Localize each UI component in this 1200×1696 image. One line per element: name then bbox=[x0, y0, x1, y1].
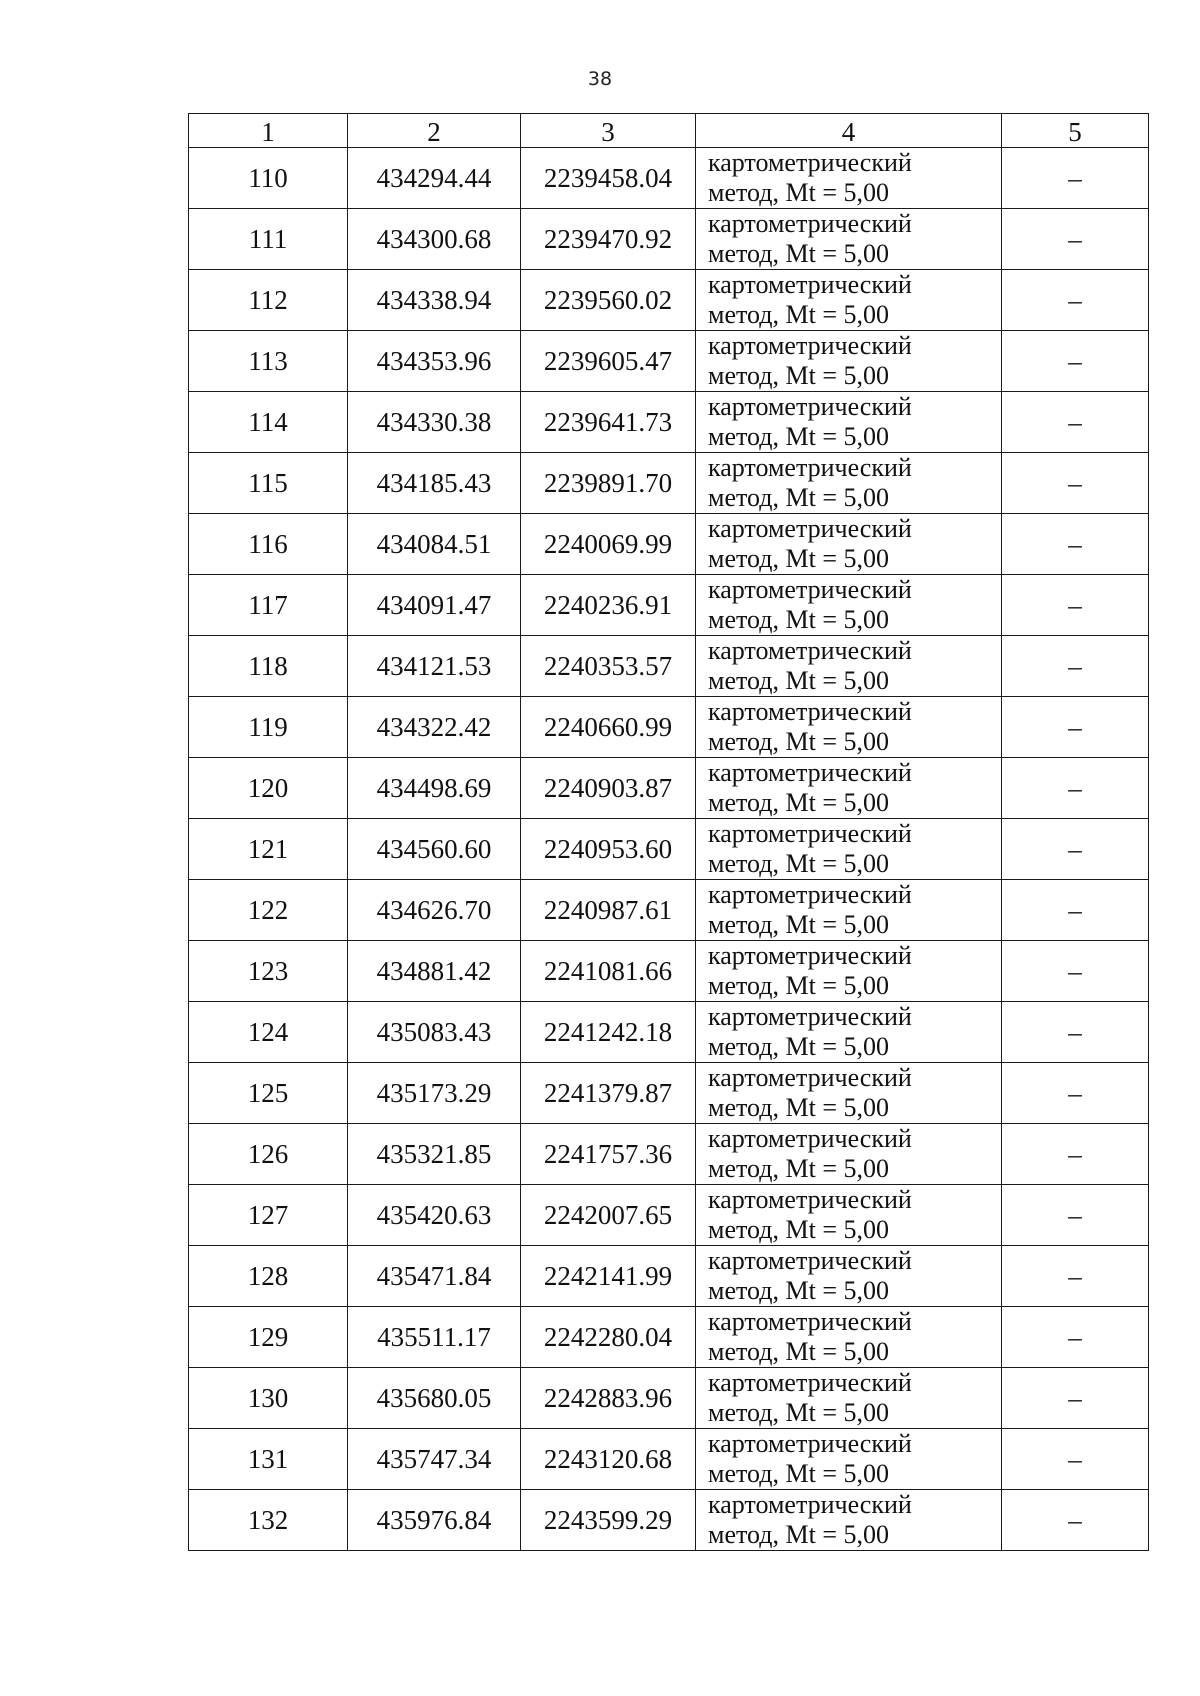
y-coordinate-cell: 2242883.96 bbox=[521, 1368, 696, 1429]
method-line-2: метод, Mt = 5,00 bbox=[708, 971, 889, 1000]
column-5-cell: – bbox=[1002, 270, 1149, 331]
y-coordinate-cell: 2243120.68 bbox=[521, 1429, 696, 1490]
table-row bbox=[189, 270, 1149, 331]
column-5-cell: – bbox=[1002, 1185, 1149, 1246]
point-number-cell: 125 bbox=[189, 1063, 348, 1124]
column-5-cell: – bbox=[1002, 1490, 1149, 1551]
method-cell bbox=[696, 1185, 1002, 1246]
method-line-1: картометрический bbox=[708, 1063, 912, 1092]
method-line-1: картометрический bbox=[708, 148, 912, 177]
method-line-2: метод, Mt = 5,00 bbox=[708, 1154, 889, 1183]
x-coordinate-cell: 434294.44 bbox=[348, 148, 521, 209]
method-cell bbox=[696, 1490, 1002, 1551]
method-line-1: картометрический bbox=[708, 636, 912, 665]
point-number-cell: 119 bbox=[189, 697, 348, 758]
method-line-1: картометрический bbox=[708, 1490, 912, 1519]
column-5-cell: – bbox=[1002, 1368, 1149, 1429]
x-coordinate-cell: 434338.94 bbox=[348, 270, 521, 331]
point-number-cell: 123 bbox=[189, 941, 348, 1002]
method-line-2: метод, Mt = 5,00 bbox=[708, 422, 889, 451]
method-cell bbox=[696, 209, 1002, 270]
method-cell bbox=[696, 1063, 1002, 1124]
y-coordinate-cell: 2242141.99 bbox=[521, 1246, 696, 1307]
x-coordinate-cell: 434084.51 bbox=[348, 514, 521, 575]
method-line-1: картометрический bbox=[708, 697, 912, 726]
x-coordinate-cell: 435420.63 bbox=[348, 1185, 521, 1246]
method-line-2: метод, Mt = 5,00 bbox=[708, 1398, 889, 1427]
method-line-1: картометрический bbox=[708, 1429, 912, 1458]
y-coordinate-cell: 2239641.73 bbox=[521, 392, 696, 453]
table-row bbox=[189, 636, 1149, 697]
method-line-1: картометрический bbox=[708, 758, 912, 787]
y-coordinate-cell: 2243599.29 bbox=[521, 1490, 696, 1551]
y-coordinate-cell: 2242280.04 bbox=[521, 1307, 696, 1368]
y-coordinate-cell: 2240353.57 bbox=[521, 636, 696, 697]
y-coordinate-cell: 2240236.91 bbox=[521, 575, 696, 636]
y-coordinate-cell: 2242007.65 bbox=[521, 1185, 696, 1246]
y-coordinate-cell: 2239458.04 bbox=[521, 148, 696, 209]
method-line-2: метод, Mt = 5,00 bbox=[708, 483, 889, 512]
x-coordinate-cell: 435680.05 bbox=[348, 1368, 521, 1429]
point-number-cell: 132 bbox=[189, 1490, 348, 1551]
method-line-2: метод, Mt = 5,00 bbox=[708, 178, 889, 207]
x-coordinate-cell: 434330.38 bbox=[348, 392, 521, 453]
x-coordinate-cell: 434091.47 bbox=[348, 575, 521, 636]
table-row bbox=[189, 758, 1149, 819]
column-5-cell: – bbox=[1002, 697, 1149, 758]
page-number: 38 bbox=[587, 68, 613, 90]
method-line-1: картометрический bbox=[708, 270, 912, 299]
column-5-cell: – bbox=[1002, 1063, 1149, 1124]
method-cell bbox=[696, 880, 1002, 941]
column-header-1: 1 bbox=[189, 114, 348, 148]
point-number-cell: 118 bbox=[189, 636, 348, 697]
method-line-1: картометрический bbox=[708, 1185, 912, 1214]
table-body bbox=[189, 148, 1149, 1551]
y-coordinate-cell: 2239605.47 bbox=[521, 331, 696, 392]
x-coordinate-cell: 434185.43 bbox=[348, 453, 521, 514]
y-coordinate-cell: 2240903.87 bbox=[521, 758, 696, 819]
table-row bbox=[189, 880, 1149, 941]
x-coordinate-cell: 435321.85 bbox=[348, 1124, 521, 1185]
method-line-2: метод, Mt = 5,00 bbox=[708, 361, 889, 390]
column-5-cell: – bbox=[1002, 819, 1149, 880]
point-number-cell: 113 bbox=[189, 331, 348, 392]
table-row bbox=[189, 209, 1149, 270]
point-number-cell: 128 bbox=[189, 1246, 348, 1307]
column-header-2: 2 bbox=[348, 114, 521, 148]
method-line-1: картометрический bbox=[708, 1124, 912, 1153]
method-line-2: метод, Mt = 5,00 bbox=[708, 788, 889, 817]
method-line-2: метод, Mt = 5,00 bbox=[708, 544, 889, 573]
method-cell bbox=[696, 1246, 1002, 1307]
y-coordinate-cell: 2239470.92 bbox=[521, 209, 696, 270]
table-row bbox=[189, 1429, 1149, 1490]
x-coordinate-cell: 435511.17 bbox=[348, 1307, 521, 1368]
method-cell bbox=[696, 575, 1002, 636]
x-coordinate-cell: 435976.84 bbox=[348, 1490, 521, 1551]
column-5-cell: – bbox=[1002, 1429, 1149, 1490]
coordinates-table bbox=[188, 113, 1149, 1551]
y-coordinate-cell: 2239891.70 bbox=[521, 453, 696, 514]
y-coordinate-cell: 2240987.61 bbox=[521, 880, 696, 941]
table-row bbox=[189, 453, 1149, 514]
table-row bbox=[189, 1368, 1149, 1429]
y-coordinate-cell: 2241379.87 bbox=[521, 1063, 696, 1124]
column-5-cell: – bbox=[1002, 575, 1149, 636]
method-line-1: картометрический bbox=[708, 575, 912, 604]
table-row bbox=[189, 331, 1149, 392]
method-line-1: картометрический bbox=[708, 819, 912, 848]
table-row bbox=[189, 697, 1149, 758]
column-5-cell: – bbox=[1002, 148, 1149, 209]
method-line-2: метод, Mt = 5,00 bbox=[708, 849, 889, 878]
method-line-1: картометрический bbox=[708, 1368, 912, 1397]
method-cell bbox=[696, 1002, 1002, 1063]
method-cell bbox=[696, 1429, 1002, 1490]
table-row bbox=[189, 1246, 1149, 1307]
point-number-cell: 116 bbox=[189, 514, 348, 575]
table-row bbox=[189, 819, 1149, 880]
x-coordinate-cell: 434626.70 bbox=[348, 880, 521, 941]
point-number-cell: 122 bbox=[189, 880, 348, 941]
method-line-1: картометрический bbox=[708, 514, 912, 543]
method-line-1: картометрический bbox=[708, 392, 912, 421]
point-number-cell: 120 bbox=[189, 758, 348, 819]
method-cell bbox=[696, 697, 1002, 758]
method-line-1: картометрический bbox=[708, 1002, 912, 1031]
table-row bbox=[189, 1002, 1149, 1063]
column-header-4: 4 bbox=[696, 114, 1002, 148]
point-number-cell: 112 bbox=[189, 270, 348, 331]
x-coordinate-cell: 434300.68 bbox=[348, 209, 521, 270]
method-cell bbox=[696, 270, 1002, 331]
column-5-cell: – bbox=[1002, 514, 1149, 575]
x-coordinate-cell: 434121.53 bbox=[348, 636, 521, 697]
table-row bbox=[189, 148, 1149, 209]
point-number-cell: 127 bbox=[189, 1185, 348, 1246]
point-number-cell: 129 bbox=[189, 1307, 348, 1368]
table-header-row bbox=[189, 114, 1149, 148]
method-line-2: метод, Mt = 5,00 bbox=[708, 300, 889, 329]
method-cell bbox=[696, 1368, 1002, 1429]
method-cell bbox=[696, 1307, 1002, 1368]
method-line-1: картометрический bbox=[708, 880, 912, 909]
method-cell bbox=[696, 148, 1002, 209]
method-line-2: метод, Mt = 5,00 bbox=[708, 1032, 889, 1061]
method-line-2: метод, Mt = 5,00 bbox=[708, 727, 889, 756]
method-line-2: метод, Mt = 5,00 bbox=[708, 1276, 889, 1305]
y-coordinate-cell: 2241757.36 bbox=[521, 1124, 696, 1185]
method-cell bbox=[696, 514, 1002, 575]
column-5-cell: – bbox=[1002, 209, 1149, 270]
method-line-1: картометрический bbox=[708, 453, 912, 482]
method-cell bbox=[696, 758, 1002, 819]
method-line-2: метод, Mt = 5,00 bbox=[708, 1520, 889, 1549]
method-line-2: метод, Mt = 5,00 bbox=[708, 239, 889, 268]
method-line-2: метод, Mt = 5,00 bbox=[708, 666, 889, 695]
table-row bbox=[189, 1307, 1149, 1368]
y-coordinate-cell: 2240660.99 bbox=[521, 697, 696, 758]
y-coordinate-cell: 2239560.02 bbox=[521, 270, 696, 331]
column-5-cell: – bbox=[1002, 636, 1149, 697]
method-line-2: метод, Mt = 5,00 bbox=[708, 1215, 889, 1244]
method-cell bbox=[696, 819, 1002, 880]
column-5-cell: – bbox=[1002, 392, 1149, 453]
table-row bbox=[189, 941, 1149, 1002]
column-5-cell: – bbox=[1002, 1124, 1149, 1185]
x-coordinate-cell: 435083.43 bbox=[348, 1002, 521, 1063]
method-line-1: картометрический bbox=[708, 1307, 912, 1336]
point-number-cell: 131 bbox=[189, 1429, 348, 1490]
x-coordinate-cell: 435173.29 bbox=[348, 1063, 521, 1124]
x-coordinate-cell: 434353.96 bbox=[348, 331, 521, 392]
table-row bbox=[189, 575, 1149, 636]
method-line-2: метод, Mt = 5,00 bbox=[708, 1093, 889, 1122]
table-row bbox=[189, 1490, 1149, 1551]
x-coordinate-cell: 434322.42 bbox=[348, 697, 521, 758]
method-cell bbox=[696, 941, 1002, 1002]
method-line-2: метод, Mt = 5,00 bbox=[708, 605, 889, 634]
point-number-cell: 126 bbox=[189, 1124, 348, 1185]
method-line-1: картометрический bbox=[708, 1246, 912, 1275]
x-coordinate-cell: 434498.69 bbox=[348, 758, 521, 819]
method-line-1: картометрический bbox=[708, 209, 912, 238]
x-coordinate-cell: 435747.34 bbox=[348, 1429, 521, 1490]
column-5-cell: – bbox=[1002, 1246, 1149, 1307]
column-header-5: 5 bbox=[1002, 114, 1149, 148]
y-coordinate-cell: 2240069.99 bbox=[521, 514, 696, 575]
y-coordinate-cell: 2241242.18 bbox=[521, 1002, 696, 1063]
column-5-cell: – bbox=[1002, 880, 1149, 941]
column-5-cell: – bbox=[1002, 941, 1149, 1002]
table-row bbox=[189, 1185, 1149, 1246]
method-line-2: метод, Mt = 5,00 bbox=[708, 910, 889, 939]
column-5-cell: – bbox=[1002, 758, 1149, 819]
method-cell bbox=[696, 392, 1002, 453]
method-cell bbox=[696, 453, 1002, 514]
point-number-cell: 111 bbox=[189, 209, 348, 270]
point-number-cell: 114 bbox=[189, 392, 348, 453]
point-number-cell: 110 bbox=[189, 148, 348, 209]
method-cell bbox=[696, 636, 1002, 697]
method-cell bbox=[696, 331, 1002, 392]
column-5-cell: – bbox=[1002, 1002, 1149, 1063]
point-number-cell: 115 bbox=[189, 453, 348, 514]
y-coordinate-cell: 2240953.60 bbox=[521, 819, 696, 880]
method-line-2: метод, Mt = 5,00 bbox=[708, 1459, 889, 1488]
method-line-2: метод, Mt = 5,00 bbox=[708, 1337, 889, 1366]
table-row bbox=[189, 1124, 1149, 1185]
x-coordinate-cell: 434881.42 bbox=[348, 941, 521, 1002]
column-header-3: 3 bbox=[521, 114, 696, 148]
table-row bbox=[189, 392, 1149, 453]
method-line-1: картометрический bbox=[708, 941, 912, 970]
y-coordinate-cell: 2241081.66 bbox=[521, 941, 696, 1002]
column-5-cell: – bbox=[1002, 453, 1149, 514]
point-number-cell: 121 bbox=[189, 819, 348, 880]
point-number-cell: 117 bbox=[189, 575, 348, 636]
method-line-1: картометрический bbox=[708, 331, 912, 360]
x-coordinate-cell: 434560.60 bbox=[348, 819, 521, 880]
method-cell bbox=[696, 1124, 1002, 1185]
point-number-cell: 130 bbox=[189, 1368, 348, 1429]
x-coordinate-cell: 435471.84 bbox=[348, 1246, 521, 1307]
point-number-cell: 124 bbox=[189, 1002, 348, 1063]
column-5-cell: – bbox=[1002, 1307, 1149, 1368]
table-row bbox=[189, 514, 1149, 575]
column-5-cell: – bbox=[1002, 331, 1149, 392]
table-row bbox=[189, 1063, 1149, 1124]
